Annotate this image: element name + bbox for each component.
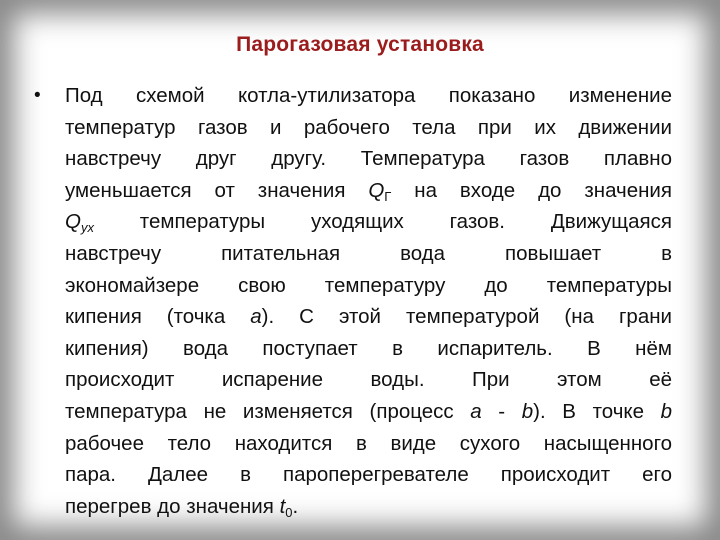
text-line: Под схемой котла-утилизатора показано изменение bbox=[65, 84, 672, 107]
slide-body bbox=[34, 80, 672, 522]
bullet-icon: • bbox=[34, 85, 41, 106]
subscript-g: Г bbox=[384, 188, 392, 204]
text-line: происходит испарение воды. При этом её bbox=[65, 368, 672, 392]
text-line: кипения (точка a). С этой температурой (на грани bbox=[65, 305, 673, 329]
text-line: рабочее тело находится в виде сухого насыщенного bbox=[65, 431, 672, 455]
text-line: температур газов и рабочего тела при их движении bbox=[65, 115, 672, 139]
subscript-ux: ух bbox=[80, 220, 94, 236]
text-line: кипения) вода поступает в испаритель. В нём bbox=[65, 336, 672, 360]
point-a: a bbox=[470, 399, 482, 423]
symbol-q: Q bbox=[368, 178, 385, 202]
subscript-0: 0 bbox=[285, 504, 293, 520]
text-line: навстречу друг другу. Температура газов плавно bbox=[65, 147, 672, 171]
text-line: $Q_{ух}$ температуры уходящих газов. Движущаяся bbox=[65, 210, 672, 236]
text-line: температура не изменяется (процесс a - b). В точке b bbox=[65, 399, 672, 423]
text-line: навстречу питательная вода повышает в bbox=[65, 241, 672, 265]
point-b: b bbox=[521, 399, 534, 423]
text-line: экономайзере свою температуру до температуры bbox=[65, 273, 672, 297]
symbol-q: Q bbox=[65, 210, 81, 234]
slide-title: Парогазовая установка bbox=[236, 33, 484, 56]
text-line: уменьшается от значения $Q_Г$ на входе до значения bbox=[65, 178, 672, 204]
bullet-paragraph bbox=[34, 80, 672, 522]
text-line: перегрев до значения $t_0$. bbox=[65, 494, 299, 520]
point-b: b bbox=[660, 399, 672, 423]
text-line: пара. Далее в пароперегревателе происходит его bbox=[65, 463, 672, 487]
symbol-t: t bbox=[279, 494, 286, 518]
point-a: a bbox=[250, 305, 262, 329]
